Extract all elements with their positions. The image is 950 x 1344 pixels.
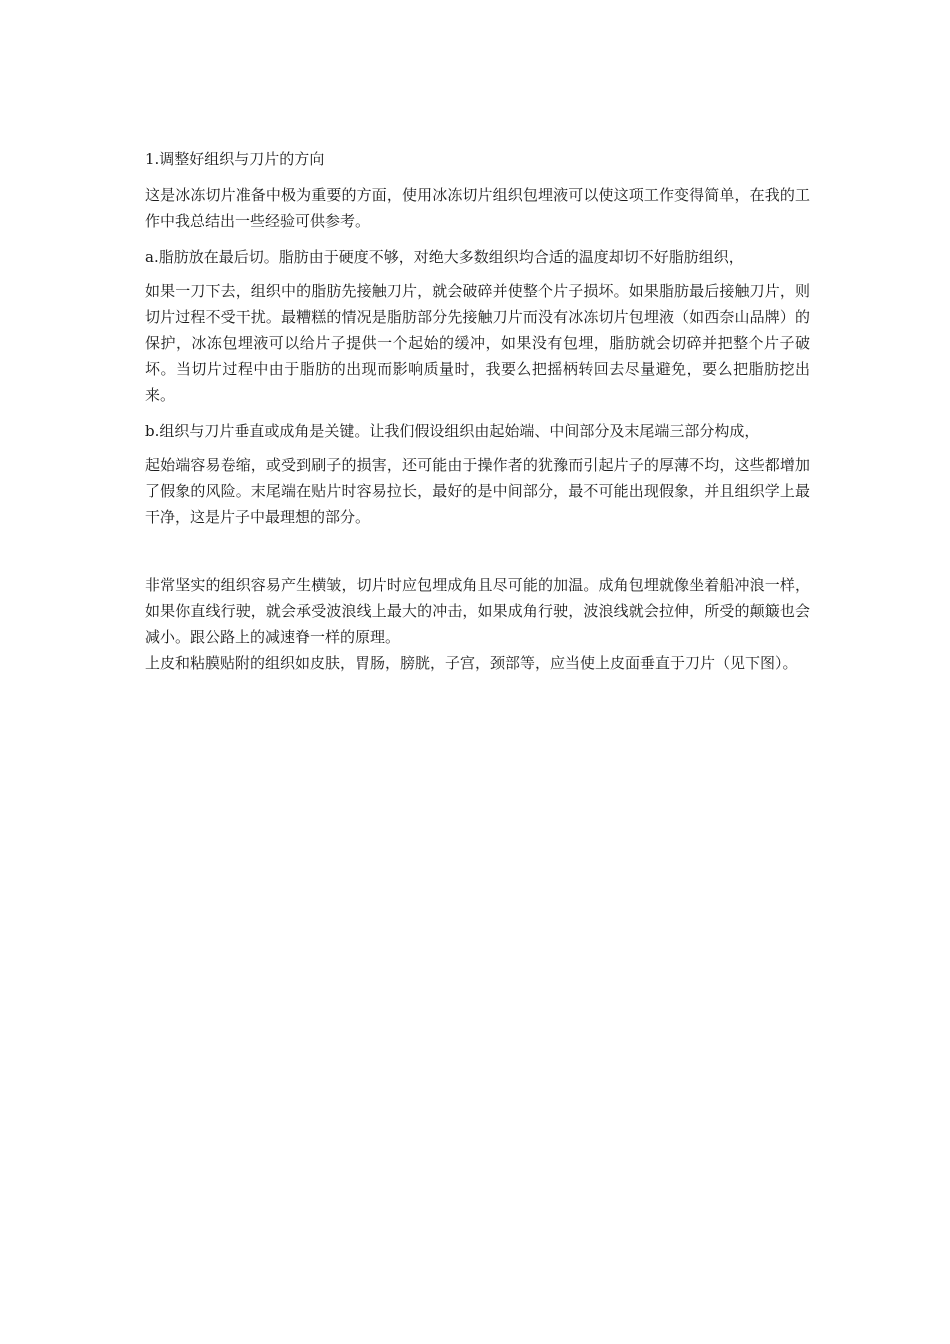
section-heading: 1.调整好组织与刀片的方向 <box>145 150 325 168</box>
paragraph-intro: 这是冰冻切片准备中极为重要的方面，使用冰冻切片组织包埋液可以使这项工作变得简单，在我的工作中我总结出一些经验可供参考。 <box>145 186 810 230</box>
spacer <box>145 234 810 244</box>
document-page <box>145 146 810 676</box>
spacer <box>145 408 810 418</box>
spacer <box>145 444 810 452</box>
paragraph-angle-title: b.组织与刀片垂直或成角是关键。让我们假设组织由起始端、中间部分及末尾端三部分构成， <box>145 422 760 440</box>
spacer <box>145 270 810 278</box>
spacer <box>145 530 810 572</box>
paragraph-fat-title: a.脂肪放在最后切。脂肪由于硬度不够，对绝大多数组织均合适的温度却切不好脂肪组织， <box>145 248 744 266</box>
paragraph-firm-tissue: 非常坚实的组织容易产生横皱，切片时应包埋成角且尽可能的加温。成角包埋就像坐着船冲浪一样，如果你直线行驶，就会承受波浪线上最大的冲击，如果成角行驶，波浪线就会拉伸，所受的颠簸也会减小。跟公路上的减速脊一样的原理。 <box>145 576 810 646</box>
paragraph-angle-body: 起始端容易卷缩，或受到刷子的损害，还可能由于操作者的犹豫而引起片子的厚薄不均，这些都增加了假象的风险。末尾端在贴片时容易拉长，最好的是中间部分，最不可能出现假象，并且组织学上最干净，这是片子中最理想的部分。 <box>145 456 810 526</box>
paragraph-epithelium: 上皮和粘膜贴附的组织如皮肤，胃肠，膀胱，子宫，颈部等，应当使上皮面垂直于刀片（见下图）。 <box>145 654 798 672</box>
paragraph-fat-body: 如果一刀下去，组织中的脂肪先接触刀片，就会破碎并使整个片子损坏。如果脂肪最后接触刀片，则切片过程不受干扰。最糟糕的情况是脂肪部分先接触刀片而没有冰冻切片包埋液（如西奈山品牌）的保护，冰冻包埋液可以给片子提供一个起始的缓冲，如果没有包埋，脂肪就会切碎并把整个片子破坏。当切片过程中由于脂肪的出现而影响质量时，我要么把摇柄转回去尽量避免，要么把脂肪挖出来。 <box>145 282 810 404</box>
